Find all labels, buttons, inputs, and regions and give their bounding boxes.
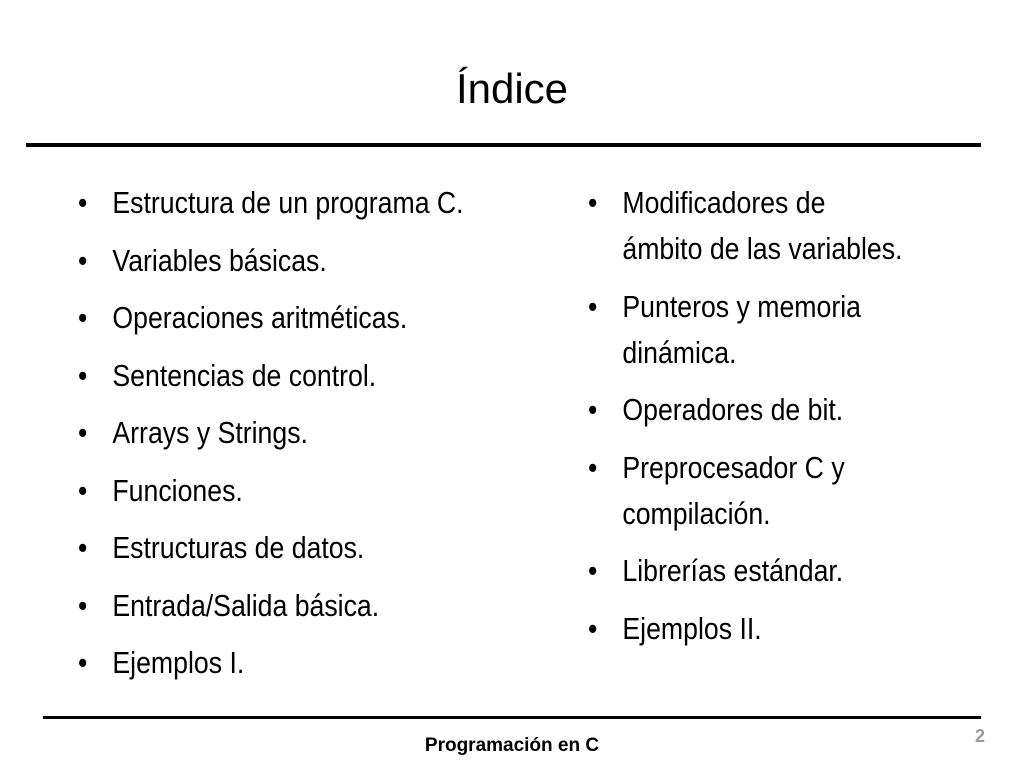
list-item — [588, 284, 949, 376]
footer-title: Programación en C — [424, 735, 600, 756]
list-item-text: Variables básicas. — [112, 242, 327, 278]
list-item-text: Funciones. — [112, 472, 243, 508]
right-bullet-list — [588, 180, 1008, 663]
list-item-text: dinámica. — [622, 334, 737, 370]
bullet-marker: • — [588, 449, 598, 485]
list-item-text: Estructuras de datos. — [112, 530, 365, 565]
list-item — [588, 445, 949, 537]
list-item-text: Operadores de bit. — [622, 392, 844, 427]
list-item-text: Estructura de un programa C. — [112, 185, 464, 220]
list-item-text: Librerías estándar. — [622, 553, 844, 588]
list-item-text: ámbito de las variables. — [622, 231, 903, 266]
bullet-marker: • — [78, 645, 88, 680]
list-item — [78, 525, 499, 571]
list-item — [78, 410, 499, 456]
bullet-marker: • — [78, 300, 88, 335]
list-item — [78, 640, 499, 686]
list-item-text: Ejemplos I. — [112, 645, 245, 680]
bullet-marker: • — [588, 610, 598, 646]
list-item-text: compilación. — [622, 495, 771, 531]
bullet-marker: • — [588, 392, 598, 427]
bullet-marker: • — [78, 185, 88, 220]
list-item — [78, 583, 499, 629]
list-item-text: Entrada/Salida básica. — [112, 587, 380, 623]
bullet-marker: • — [78, 357, 88, 393]
left-bullet-list — [78, 180, 568, 698]
title-divider — [26, 143, 981, 147]
list-item-text: Preprocesador C y — [622, 449, 845, 485]
list-item — [78, 238, 499, 284]
list-item — [588, 387, 949, 433]
list-item — [588, 180, 949, 272]
bullet-marker: • — [78, 242, 88, 278]
list-item — [588, 548, 949, 594]
bullet-marker: • — [588, 185, 598, 220]
list-item-text: Operaciones aritméticas. — [112, 300, 408, 335]
bullet-marker: • — [588, 553, 598, 588]
list-item — [78, 295, 499, 341]
footer-divider — [43, 716, 981, 719]
list-item-text: Ejemplos II. — [622, 610, 762, 646]
bullet-marker: • — [78, 415, 88, 450]
list-item — [588, 606, 949, 652]
list-item-text: Punteros y memoria — [622, 288, 861, 324]
list-item-text: Sentencias de control. — [112, 357, 377, 393]
bullet-marker: • — [78, 530, 88, 565]
list-item-text: Arrays y Strings. — [112, 415, 308, 450]
bullet-marker: • — [78, 587, 88, 623]
bullet-marker: • — [78, 472, 88, 508]
page-number: 2 — [974, 726, 985, 746]
list-item — [78, 180, 499, 226]
slide-title: Índice — [455, 65, 569, 112]
list-item-text: Modificadores de — [622, 185, 826, 220]
bullet-marker: • — [588, 288, 598, 324]
list-item — [78, 468, 499, 514]
list-item — [78, 353, 499, 399]
